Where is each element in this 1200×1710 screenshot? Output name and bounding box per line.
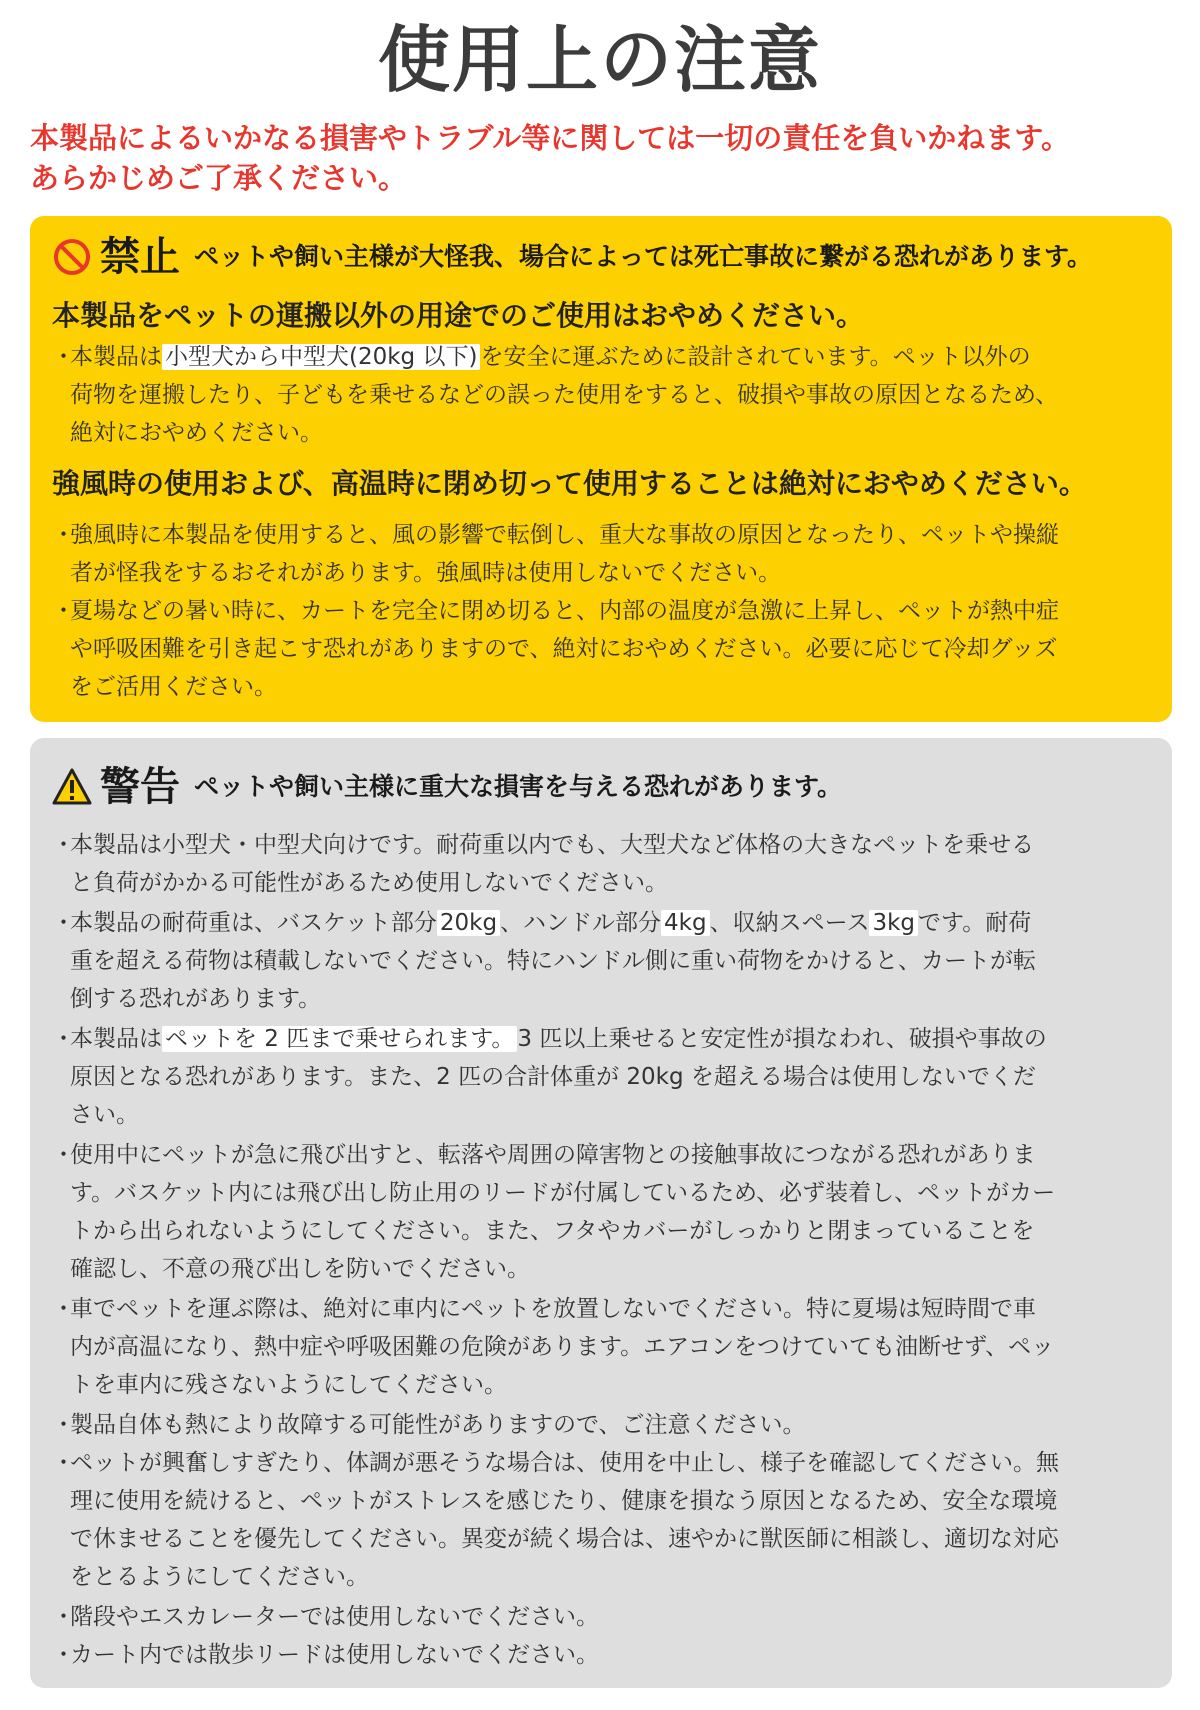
bullet: ・: [52, 1142, 75, 1168]
warning-item: ・ 製品自体も熱により故障する可能性がありますので、ご注意ください。: [52, 1406, 1152, 1444]
disclaimer-text: [30, 118, 1190, 198]
bullet: ・: [52, 1604, 75, 1630]
warning-item: ・ 本製品の耐荷重は、バスケット部分 20kg 、ハンドル部分 4kg 、収納スペース 3kg です。耐荷 重を超える荷物は積載しないでください。特にハンドル側に重い荷物をかけると、カートが転 倒する恐れがあります。: [52, 904, 1152, 1018]
highlight-pet-count: ペットを 2 匹まで乗せられます。: [162, 1026, 517, 1052]
bullet: ・: [52, 1450, 75, 1476]
warning-item: ・ カート内では散歩リードは使用しないでください。: [52, 1636, 1152, 1674]
page-title: 使用上の注意: [377, 18, 822, 102]
prohibition-label: 禁止: [100, 234, 180, 280]
bullet: ・: [52, 598, 75, 624]
bullet: ・: [52, 910, 75, 936]
bullet: ・: [52, 522, 75, 548]
bullet: ・: [52, 344, 75, 370]
prohibition-item: ・ 強風時に本製品を使用すると、風の影響で転倒し、重大な事故の原因となったり、ペットや操縦 者が怪我をするおそれがあります。強風時は使用しないでください。: [52, 516, 1152, 592]
highlight-basket-load: 20kg: [437, 910, 500, 936]
prohibition-item: ・ 夏場などの暑い時に、カートを完全に閉め切ると、内部の温度が急激に上昇し、ペットが熱中症 や呼吸困難を引き起こす恐れがありますので、絶対におやめください。必要に応じて冷却グッズ をご活用ください。: [52, 592, 1152, 706]
warning-item: ・ 本製品は小型犬・中型犬向けです。耐荷重以内でも、大型犬など体格の大きなペットを乗せる と負荷がかかる可能性があるため使用しないでください。: [52, 826, 1152, 902]
prohibition-description: ペットや飼い主様が大怪我、場合によっては死亡事故に繋がる恐れがあります。: [194, 242, 1093, 271]
warning-section: [30, 738, 1172, 1688]
prohibition-section: [30, 216, 1172, 722]
bullet: ・: [52, 1642, 75, 1668]
bullet: ・: [52, 832, 75, 858]
warning-item: ・ 使用中にペットが急に飛び出すと、転落や周囲の障害物との接触事故につながる恐れがありま す。バスケット内には飛び出し防止用のリードが付属しているため、必ず装着し、ペットがカー トから出られないようにしてください。また、フタやカバーがしっかりと閉まっていることを 確認し、不意の飛び出しを防いでください。: [52, 1136, 1152, 1288]
highlight-storage-load: 3kg: [869, 910, 918, 936]
bullet: ・: [52, 1026, 75, 1052]
warning-item: ・ ペットが興奮しすぎたり、体調が悪そうな場合は、使用を中止し、様子を確認してください。無 理に使用を続けると、ペットがストレスを感じたり、健康を損なう原因となるため、安全な環境 で休ませることを優先してください。異変が続く場合は、速やかに獣医師に相談し、適切な対応 をとるようにしてください。: [52, 1444, 1152, 1596]
prohibition-header: [52, 232, 1092, 282]
warning-icon: [52, 767, 92, 807]
highlight-handle-load: 4kg: [661, 910, 710, 936]
prohibition-item: ・ 本製品は 小型犬から中型犬(20kg 以下) を安全に運ぶために設計されています。ペット以外の 荷物を運搬したり、子どもを乗せるなどの誤った使用をすると、破損や事故の原因となるため、 絶対におやめください。: [52, 338, 1152, 452]
warning-item: ・ 車でペットを運ぶ際は、絶対に車内にペットを放置しないでください。特に夏場は短時間で車 内が高温になり、熱中症や呼吸困難の危険があります。エアコンをつけていても油断せず、ペッ トを車内に残さないようにしてください。: [52, 1290, 1152, 1404]
bullet: ・: [52, 1296, 75, 1322]
bullet: ・: [52, 1412, 75, 1438]
prohibited-icon: [52, 237, 92, 277]
disclaimer-line-1: 本製品によるいかなる損害やトラブル等に関しては一切の責任を負いかねます。: [30, 121, 1070, 155]
warning-header: [52, 762, 842, 812]
prohibition-heading-usage: 本製品をペットの運搬以外の用途でのご使用はおやめください。: [52, 299, 865, 332]
warning-item: ・ 階段やエスカレーターでは使用しないでください。: [52, 1598, 1152, 1636]
prohibition-heading-weather: 強風時の使用および、高温時に閉め切って使用することは絶対におやめください。: [52, 467, 1087, 500]
warning-item: ・ 本製品は ペットを 2 匹まで乗せられます。 3 匹以上乗せると安定性が損なわれ、破損や事故の 原因となる恐れがあります。また、2 匹の合計体重が 20kg を超える場合は使用しないでくだ さい。: [52, 1020, 1152, 1134]
warning-label: 警告: [100, 764, 180, 810]
highlight-capacity: 小型犬から中型犬(20kg 以下): [162, 344, 480, 370]
disclaimer-line-2: あらかじめご了承ください。: [30, 161, 408, 195]
warning-description: ペットや飼い主様に重大な損害を与える恐れがあります。: [194, 772, 843, 801]
